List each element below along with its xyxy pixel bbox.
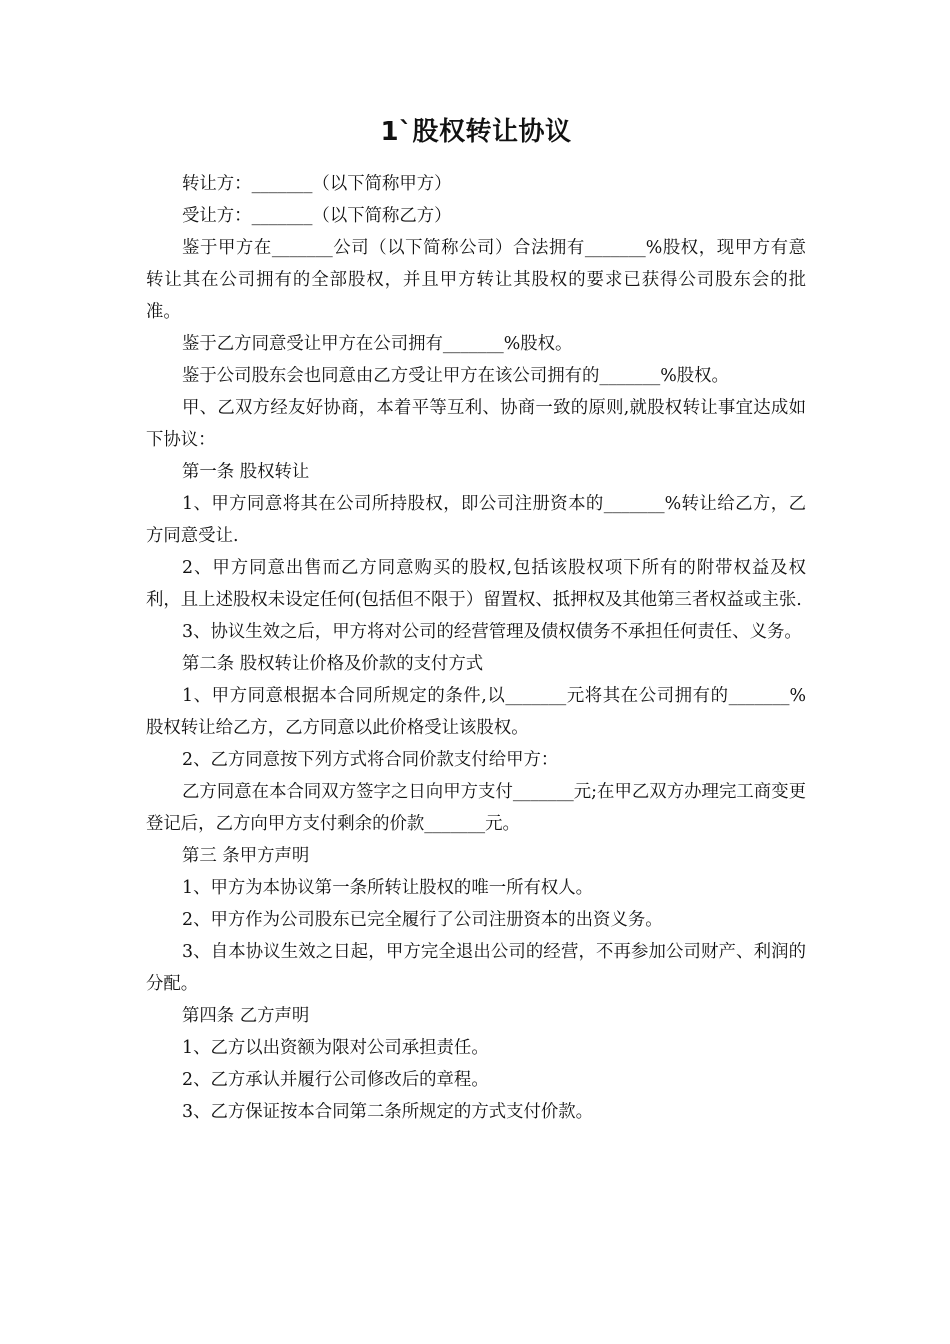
article-3-clause-3: 3、自本协议生效之日起，甲方完全退出公司的经营，不再参加公司财产、利润的分配。 — [146, 942, 806, 994]
article-1-heading: 第一条 股权转让 — [182, 462, 310, 482]
article-4-clause-2: 2、乙方承认并履行公司修改后的章程。 — [182, 1070, 489, 1090]
recital-1: 鉴于甲方在_______公司（以下简称公司）合法拥有_______%股权，现甲方有意转让其在公司拥有的全部股权，并且甲方转让其股权的要求已获得公司股东会的批准。 — [146, 238, 806, 322]
document-page — [146, 112, 806, 1128]
article-3-heading: 第三 条甲方声明 — [182, 846, 310, 866]
article-3-clause-1: 1、甲方为本协议第一条所转让股权的唯一所有权人。 — [182, 878, 594, 898]
article-4-clause-1: 1、乙方以出资额为限对公司承担责任。 — [182, 1038, 489, 1058]
article-1-clause-3: 3、协议生效之后，甲方将对公司的经营管理及债权债务不承担任何责任、义务。 — [182, 622, 802, 642]
recital-4: 甲、乙双方经友好协商，本着平等互利、协商一致的原则,就股权转让事宜达成如下协议： — [146, 398, 806, 450]
party-transferor: 转让方：_______（以下简称甲方） — [182, 174, 452, 194]
article-2-clause-2: 2、乙方同意按下列方式将合同价款支付给甲方： — [182, 750, 559, 770]
article-1-clause-1: 1、甲方同意将其在公司所持股权，即公司注册资本的_______%转让给乙方，乙方同意受让. — [146, 494, 806, 546]
article-1-clause-2: 2、甲方同意出售而乙方同意购买的股权,包括该股权项下所有的附带权益及权利，且上述股权未设定任何(包括但不限于）留置权、抵押权及其他第三者权益或主张. — [146, 558, 806, 610]
article-2-heading: 第二条 股权转让价格及价款的支付方式 — [182, 654, 484, 674]
recital-3: 鉴于公司股东会也同意由乙方受让甲方在该公司拥有的_______%股权。 — [182, 366, 729, 386]
recital-2: 鉴于乙方同意受让甲方在公司拥有_______%股权。 — [182, 334, 573, 354]
article-2-clause-1: 1、甲方同意根据本合同所规定的条件,以_______元将其在公司拥有的_______%股权转让给乙方，乙方同意以此价格受让该股权。 — [146, 686, 806, 738]
party-transferee: 受让方：_______（以下简称乙方） — [182, 206, 452, 226]
article-4-heading: 第四条 乙方声明 — [182, 1006, 310, 1026]
article-2-payment-terms: 乙方同意在本合同双方签字之日向甲方支付_______元;在甲乙双方办理完工商变更登记后，乙方向甲方支付剩余的价款_______元。 — [146, 782, 806, 834]
document-title: 1`股权转让协议 — [380, 117, 572, 147]
article-3-clause-2: 2、甲方作为公司股东已完全履行了公司注册资本的出资义务。 — [182, 910, 663, 930]
article-4-clause-3: 3、乙方保证按本合同第二条所规定的方式支付价款。 — [182, 1102, 594, 1122]
